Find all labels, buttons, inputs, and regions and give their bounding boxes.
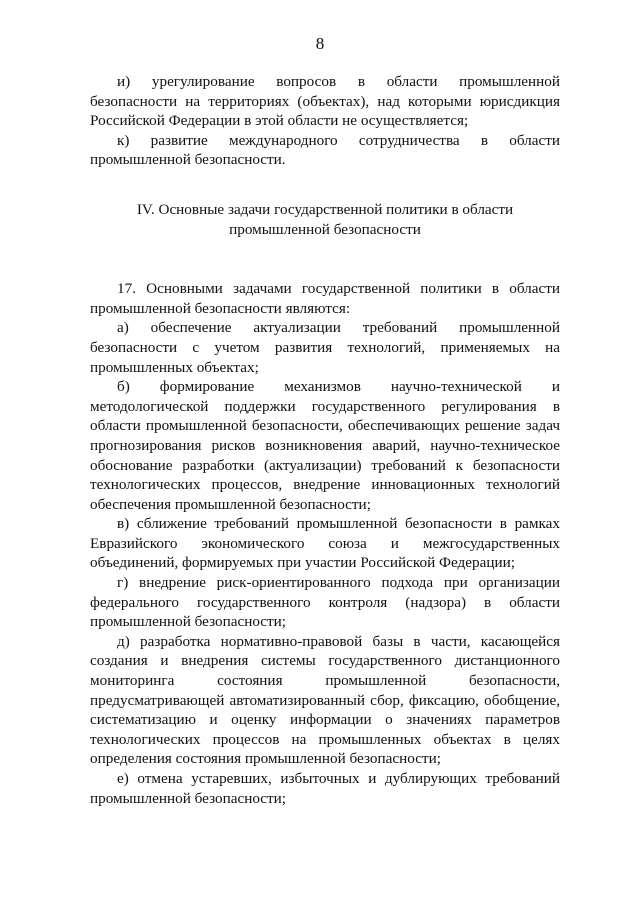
paragraph-item-g: г) внедрение риск-ориентированного подхода при организации федерального государственного контроля (надзора) в области промышленной безопасности; [90,574,560,631]
paragraph-item-k: к) развитие международного сотрудничества в области промышленной безопасности. [90,131,560,169]
paragraph-17-intro: 17. Основными задачами государственной политики в области промышленной безопасности являются: [90,280,560,317]
section-heading-line-2: промышленной безопасности [229,220,421,238]
document-body [90,72,560,808]
paragraph-item-a: а) обеспечение актуализации требований промышленной безопасности с учетом развития технологий, применяемых на промышленных объектах; [90,319,560,376]
paragraph-item-i: и) урегулирование вопросов в области промышленной безопасности на территориях (объектах), над которыми юрисдикция Российской Федерации в этой области не осуществляется; [90,73,560,130]
section-heading [90,200,560,239]
paragraph-item-d: д) разработка нормативно-правовой базы в части, касающейся создания и внедрения системы государственного дистанционного мониторинга состояния промышленной безопасности, предусматривающей автоматизированный сбор, фиксацию, обобщение, систематизацию и оценку информации о значениях параметров технологических процессов на промышленных объектах в целях определения состояния промышленной безопасности; [90,632,560,768]
section-heading-line-1: IV. Основные задачи государственной политики в области [136,200,514,218]
paragraph-item-b: б) формирование механизмов научно-технической и методологической поддержки государственного регулирования в области промышленной безопасности, обеспечивающих решение задач прогнозирования рисков возникновения аварий, научно-техническое обоснование разработки (актуализации) требований к безопасности технологических процессов, внедрение инновационных технологий обеспечения промышленной безопасности; [90,378,560,513]
paragraph-item-e: е) отмена устаревших, избыточных и дублирующих требований промышленной безопасности; [90,770,560,807]
page-number: 8 [315,34,325,53]
paragraph-item-v: в) сближение требований промышленной безопасности в рамках Евразийского экономического союза и межгосударственных объединений, формируемых при участии Российской Федерации; [90,515,560,572]
